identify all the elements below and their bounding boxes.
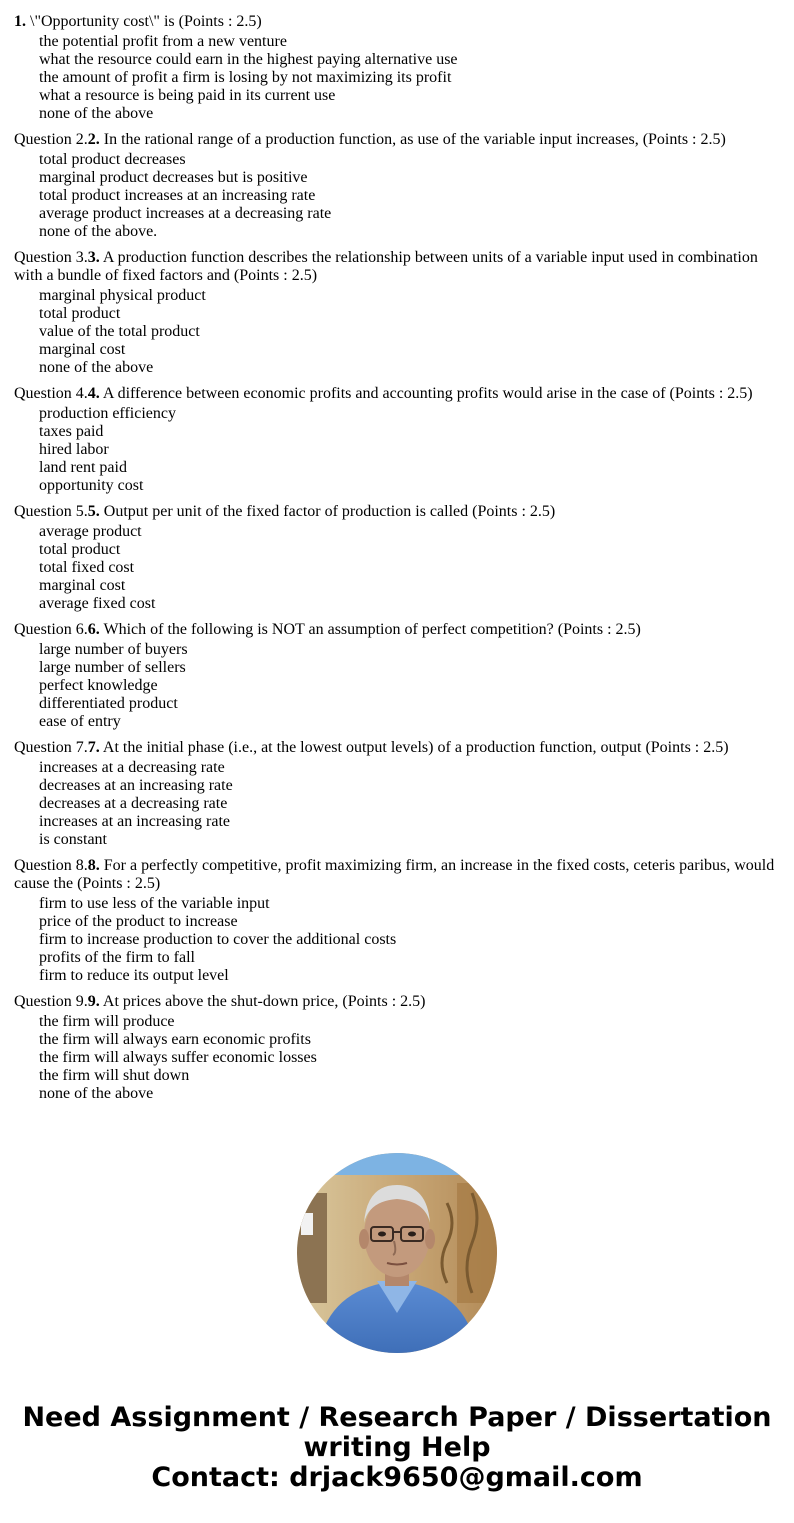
question-prefix: Question 6. bbox=[14, 621, 88, 638]
answer-option: what a resource is being paid in its current use bbox=[39, 87, 336, 104]
answer-option: firm to use less of the variable input bbox=[39, 895, 270, 912]
question-text: \"Opportunity cost\" is (Points : 2.5) bbox=[26, 13, 262, 30]
question-prefix: Question 9. bbox=[14, 993, 88, 1010]
question-text: For a perfectly competitive, profit maximizing firm, an increase in the fixed costs, ceteris paribus, would cause the (Points : 2.5) bbox=[14, 857, 775, 892]
answer-options bbox=[14, 287, 780, 377]
answer-option: marginal product decreases but is positive bbox=[39, 169, 308, 186]
question-number: 4. bbox=[87, 385, 100, 402]
answer-option: profits of the firm to fall bbox=[39, 949, 195, 966]
question-prefix: Question 4. bbox=[14, 385, 88, 402]
question-block bbox=[14, 621, 780, 731]
answer-option: the firm will always earn economic profits bbox=[39, 1031, 311, 1048]
question-block bbox=[14, 503, 780, 613]
question-prefix: Question 3. bbox=[14, 249, 88, 266]
answer-option: firm to increase production to cover the additional costs bbox=[39, 931, 397, 948]
answer-options bbox=[14, 523, 780, 613]
answer-option: is constant bbox=[39, 831, 107, 848]
answer-option: the potential profit from a new venture bbox=[39, 33, 287, 50]
question-stem bbox=[14, 131, 780, 149]
answer-option: average product increases at a decreasing rate bbox=[39, 205, 332, 222]
question-number: 5. bbox=[87, 503, 100, 520]
answer-option: total product increases at an increasing rate bbox=[39, 187, 316, 204]
question-block bbox=[14, 739, 780, 849]
answer-option: the firm will always suffer economic losses bbox=[39, 1049, 317, 1066]
answer-options bbox=[14, 405, 780, 495]
answer-options bbox=[14, 641, 780, 731]
answer-options bbox=[14, 1013, 780, 1103]
answer-option: taxes paid bbox=[39, 423, 104, 440]
answer-option: ease of entry bbox=[39, 713, 121, 730]
question-stem bbox=[14, 13, 780, 31]
answer-option: what the resource could earn in the highest paying alternative use bbox=[39, 51, 458, 68]
answer-option: average product bbox=[39, 523, 142, 540]
answer-option: firm to reduce its output level bbox=[39, 967, 229, 984]
answer-option: total product bbox=[39, 305, 121, 322]
answer-option: none of the above bbox=[39, 1085, 154, 1102]
question-stem bbox=[14, 993, 780, 1011]
answer-option: none of the above bbox=[39, 359, 154, 376]
answer-option: increases at an increasing rate bbox=[39, 813, 231, 830]
answer-option: marginal cost bbox=[39, 577, 126, 594]
question-stem bbox=[14, 503, 780, 521]
question-stem bbox=[14, 739, 780, 757]
question-stem bbox=[14, 249, 780, 285]
answer-option: none of the above. bbox=[39, 223, 158, 240]
answer-option: total product decreases bbox=[39, 151, 186, 168]
answer-option: hired labor bbox=[39, 441, 109, 458]
question-stem bbox=[14, 857, 780, 893]
question-text: A difference between economic profits and accounting profits would arise in the case of (Points : 2.5) bbox=[99, 385, 753, 402]
answer-option: production efficiency bbox=[39, 405, 176, 422]
question-block bbox=[14, 385, 780, 495]
question-block bbox=[14, 249, 780, 377]
answer-option: price of the product to increase bbox=[39, 913, 238, 930]
answer-option: the amount of profit a firm is losing by not maximizing its profit bbox=[39, 69, 452, 86]
answer-option: land rent paid bbox=[39, 459, 127, 476]
answer-option: differentiated product bbox=[39, 695, 178, 712]
answer-option: total product bbox=[39, 541, 121, 558]
question-prefix: Question 5. bbox=[14, 503, 88, 520]
answer-option: average fixed cost bbox=[39, 595, 156, 612]
question-stem bbox=[14, 621, 780, 639]
question-block bbox=[14, 857, 780, 985]
answer-option: marginal physical product bbox=[39, 287, 206, 304]
answer-options bbox=[14, 895, 780, 985]
question-prefix: Question 8. bbox=[14, 857, 88, 874]
question-number: 2. bbox=[87, 131, 100, 148]
question-text: At prices above the shut-down price, (Points : 2.5) bbox=[99, 993, 426, 1010]
contact-banner bbox=[0, 1403, 794, 1493]
question-number: 7. bbox=[87, 739, 100, 756]
answer-options bbox=[14, 33, 780, 123]
answer-option: opportunity cost bbox=[39, 477, 144, 494]
question-number: 6. bbox=[87, 621, 100, 638]
question-number: 8. bbox=[87, 857, 100, 874]
answer-option: large number of sellers bbox=[39, 659, 186, 676]
question-number: 9. bbox=[87, 993, 100, 1010]
question-prefix: Question 7. bbox=[14, 739, 88, 756]
question-text: Which of the following is NOT an assumption of perfect competition? (Points : 2.5) bbox=[99, 621, 641, 638]
answer-option: perfect knowledge bbox=[39, 677, 158, 694]
question-number: 1. bbox=[14, 13, 26, 30]
answer-options bbox=[14, 151, 780, 241]
question-number: 3. bbox=[87, 249, 100, 266]
help-advert-text: Need Assignment / Research Paper / Dissertation writing Help bbox=[22, 1402, 772, 1463]
question-text: At the initial phase (i.e., at the lowest output levels) of a production function, output (Points : 2.5) bbox=[99, 739, 729, 756]
question-prefix: Question 2. bbox=[14, 131, 88, 148]
question-text: Output per unit of the fixed factor of production is called (Points : 2.5) bbox=[99, 503, 556, 520]
answer-options bbox=[14, 759, 780, 849]
answer-option: decreases at an increasing rate bbox=[39, 777, 233, 794]
question-block bbox=[14, 993, 780, 1103]
question-text: In the rational range of a production function, as use of the variable input increases, (Points : 2.5) bbox=[99, 131, 726, 148]
answer-option: decreases at a decreasing rate bbox=[39, 795, 228, 812]
answer-option: large number of buyers bbox=[39, 641, 188, 658]
question-stem bbox=[14, 385, 780, 403]
answer-option: the firm will produce bbox=[39, 1013, 175, 1030]
answer-option: increases at a decreasing rate bbox=[39, 759, 225, 776]
question-block bbox=[14, 13, 780, 123]
author-portrait bbox=[297, 1153, 497, 1353]
question-list bbox=[14, 13, 780, 1111]
answer-option: the firm will shut down bbox=[39, 1067, 190, 1084]
answer-option: none of the above bbox=[39, 105, 154, 122]
answer-option: value of the total product bbox=[39, 323, 200, 340]
answer-option: marginal cost bbox=[39, 341, 126, 358]
question-text: A production function describes the relationship between units of a variable input used in combination with a bundle of fixed factors and (Points : 2.5) bbox=[14, 249, 758, 284]
question-block bbox=[14, 131, 780, 241]
contact-email-text: Contact: drjack9650@gmail.com bbox=[151, 1462, 643, 1493]
answer-option: total fixed cost bbox=[39, 559, 135, 576]
